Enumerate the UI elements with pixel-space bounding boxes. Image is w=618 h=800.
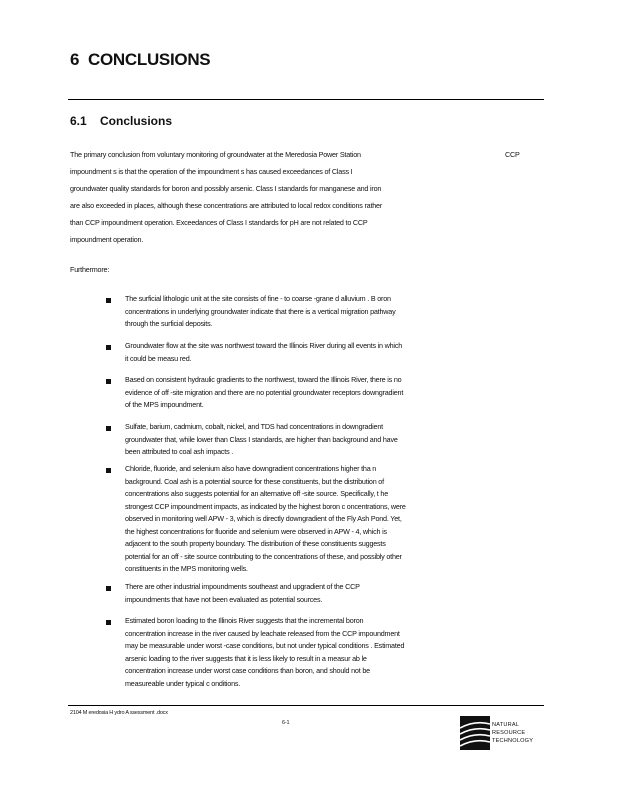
page-number: 6-1 xyxy=(282,720,290,726)
intro-line: impoundment operation. xyxy=(70,235,144,244)
heading-rule xyxy=(68,99,544,100)
bullet-line: Sulfate, barium, cadmium, cobalt, nickel, and TDS had concentrations in downgradient xyxy=(125,422,383,431)
bullet-line: concentrations also suggests potential for an alternative off -site source. Specifically, t he xyxy=(125,489,388,498)
bullet-item xyxy=(125,581,360,606)
logo-line: RESOURCE xyxy=(492,730,526,736)
section-title: Conclusions xyxy=(100,114,173,128)
bullet-marker xyxy=(106,298,111,303)
intro-line-tail: CCP xyxy=(505,150,520,159)
bullet-line: through the surficial deposits. xyxy=(125,319,213,328)
bullet-line: background. Coal ash is a potential source for these constituents, but the distribution of xyxy=(125,476,384,486)
bullet-line: concentration increase in the river caused by leachate released from the CCP impoundment xyxy=(125,628,400,638)
section-number: 6.1 xyxy=(70,114,87,128)
bullet-line: The surficial lithologic unit at the site consists of fine - to coarse -grane d alluvium . B oron xyxy=(125,294,391,303)
bullet-line: Based on consistent hydraulic gradients to the northwest, toward the Illinois River, there is no xyxy=(125,375,402,384)
bullet-line: potential for an off - site source contributing to the concentrations of these, and possibly other xyxy=(125,551,402,561)
bullet-line: Chloride, fluoride, and selenium also have downgradient concentrations higher tha n xyxy=(125,464,377,473)
bullet-line: Groundwater flow at the site was northwest toward the Illinois River during all events in which xyxy=(125,341,403,350)
intro-line: groundwater quality standards for boron and possibly arsenic. Class I standards for manganese and iron xyxy=(70,184,382,193)
bullet-line: concentration increase under worst case conditions than boron, and should not be xyxy=(125,666,370,675)
bullet-item xyxy=(125,340,402,365)
logo-line: NATURAL xyxy=(492,722,520,728)
chapter-number: 6 xyxy=(70,50,80,69)
bullet-line: may be measurable under worst -case conditions, but not under typical conditions . Estimated xyxy=(125,641,405,650)
bullet-item xyxy=(125,374,403,412)
bullet-item xyxy=(125,293,395,331)
bullet-line: arsenic loading to the river suggests that it is less likely to result in a measur ab le xyxy=(125,653,367,663)
bullet-marker xyxy=(106,379,111,384)
bullet-marker xyxy=(106,586,111,591)
bullet-line: groundwater that, while lower than Class I standards, are higher than background and have xyxy=(125,434,398,444)
bullet-line: constituents in the MPS monitoring wells. xyxy=(125,564,248,573)
section-heading xyxy=(70,114,172,128)
bullet-line: measureable under typical c onditions. xyxy=(125,678,241,688)
bullet-marker xyxy=(106,426,111,431)
bullet-line: adjacent to the south property boundary. The distribution of these constituents suggests xyxy=(125,539,386,548)
chapter-heading xyxy=(70,50,210,70)
logo-line: TECHNOLOGY xyxy=(492,738,534,744)
intro-line: than CCP impoundment operation. Exceedances of Class I standards for pH are not related to CCP xyxy=(70,218,368,227)
bullet-marker xyxy=(106,345,111,350)
bullet-item xyxy=(125,463,406,576)
bullet-line: the highest concentrations for fluoride and selenium were observed in APW - 4, which is xyxy=(125,526,387,536)
bullet-line: impoundments that have not been evaluated as potential sources. xyxy=(125,594,323,604)
bullet-line: it could be measu red. xyxy=(125,353,192,363)
furthermore-label: Furthermore: xyxy=(70,265,110,274)
bullet-line: strongest CCP impoundment impacts, as indicated by the highest boron c oncentrations, were xyxy=(125,501,406,511)
intro-line: The primary conclusion from voluntary monitoring of groundwater at the Meredosia Power Station xyxy=(70,150,361,159)
bullet-marker xyxy=(106,620,111,625)
bullet-line: observed in monitoring well APW - 3, which is directly downgradient of the Fly Ash Pond. Yet, xyxy=(125,514,402,523)
bullet-line: of the MPS impoundment. xyxy=(125,400,204,409)
intro-line: are also exceeded in places, although these concentrations are attributed to local redox conditions rather xyxy=(70,201,383,210)
bullet-line: evidence of off -site migration and there are no potential groundwater receptors downgradient xyxy=(125,387,404,397)
bullet-marker xyxy=(106,468,111,473)
bullet-line: There are other industrial impoundments southeast and upgradient of the CCP xyxy=(125,582,360,591)
footer-rule xyxy=(68,705,544,706)
chapter-title: CONCLUSIONS xyxy=(88,50,211,69)
bullet-item xyxy=(125,615,404,690)
bullet-item xyxy=(125,421,398,459)
bullet-line: been attributed to coal ash impacts . xyxy=(125,447,234,456)
intro-line: impoundment s is that the operation of the impoundment s has caused exceedances of Class I xyxy=(70,167,353,176)
bullet-line: concentrations in underlying groundwater indicate that there is a vertical migration pathway xyxy=(125,306,396,316)
bullet-line: Estimated boron loading to the Illinois River suggests that the incremental boron xyxy=(125,616,364,625)
footer-filename: 2104 M eredosia H ydro A ssessment .docx xyxy=(70,710,168,716)
